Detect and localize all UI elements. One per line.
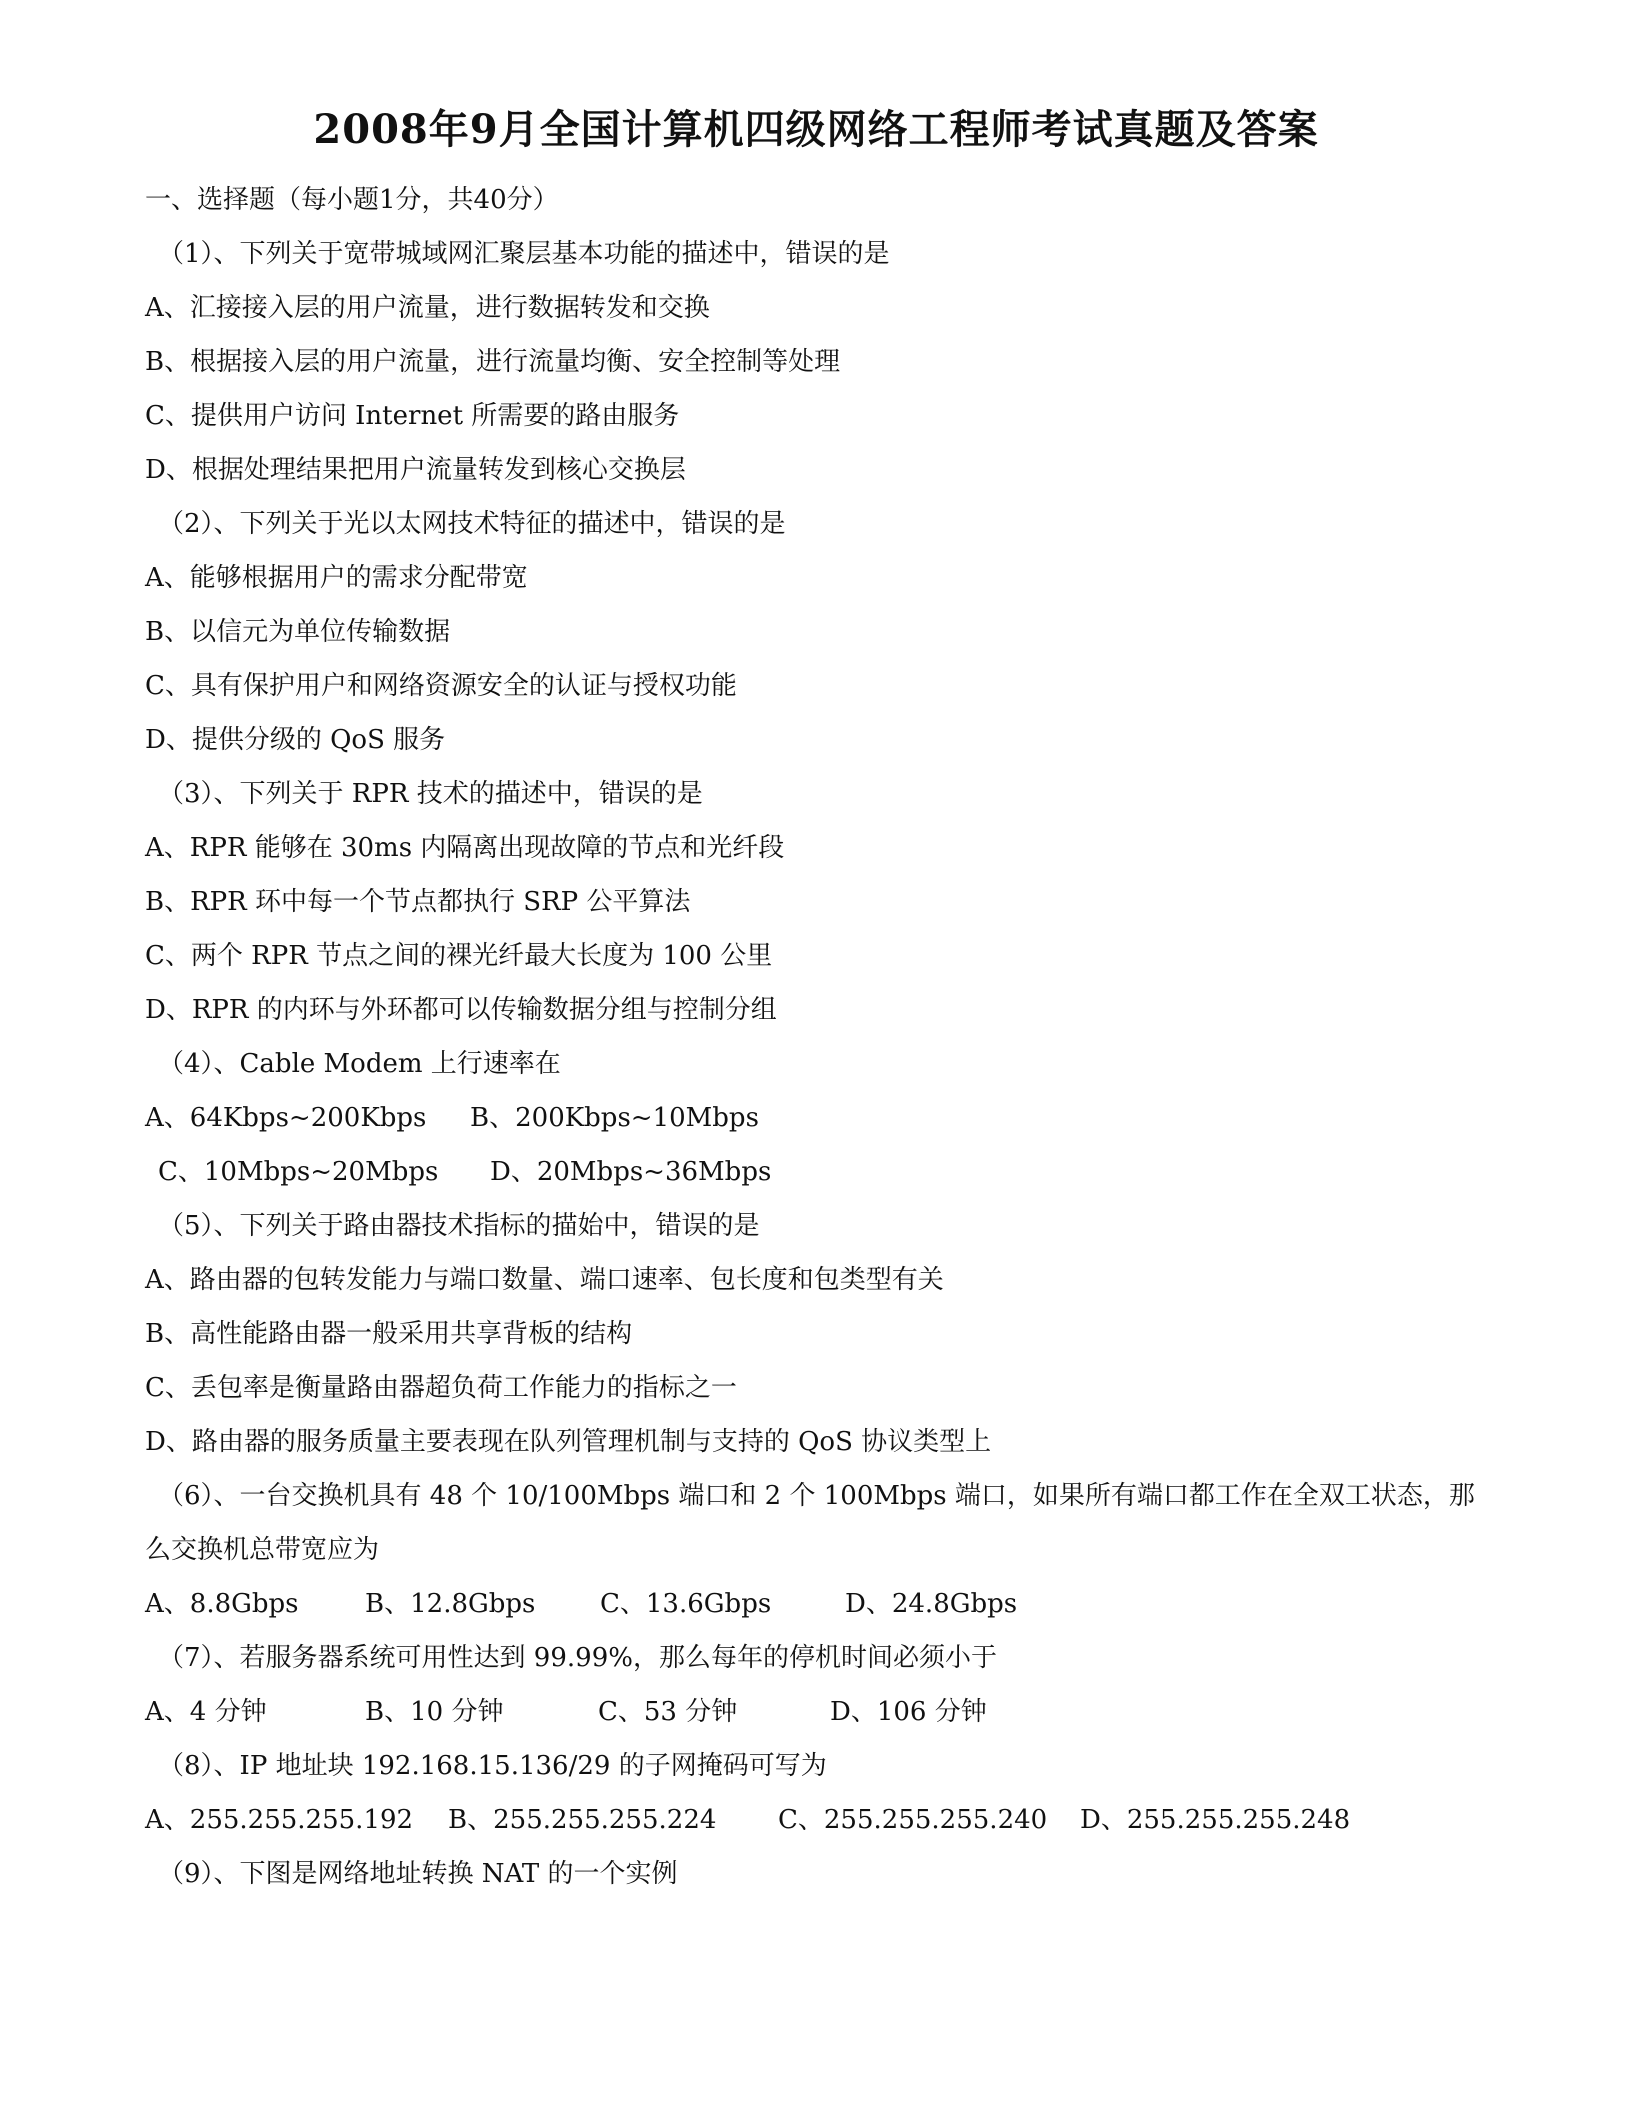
question-2-stem: （2）、下列关于光以太网技术特征的描述中，错误的是: [158, 509, 786, 539]
question-1-option-d: D、根据处理结果把用户流量转发到核心交换层: [145, 455, 686, 485]
question-8-option-a: A、255.255.255.192: [145, 1805, 414, 1835]
question-4-stem: （4）、Cable Modem 上行速率在: [158, 1049, 561, 1079]
question-1-stem: （1）、下列关于宽带城域网汇聚层基本功能的描述中，错误的是: [158, 239, 890, 269]
question-5-option-b: B、高性能路由器一般采用共享背板的结构: [145, 1319, 633, 1349]
question-9-stem: （9）、下图是网络地址转换 NAT 的一个实例: [158, 1859, 678, 1889]
question-8-option-d: D、255.255.255.248: [1080, 1805, 1351, 1835]
question-4-option-d: D、20Mbps~36Mbps: [490, 1157, 772, 1187]
question-2-option-c: C、具有保护用户和网络资源安全的认证与授权功能: [145, 671, 737, 701]
question-6-option-d: D、24.8Gbps: [845, 1589, 1018, 1619]
question-2-option-a: A、能够根据用户的需求分配带宽: [145, 563, 528, 593]
question-6-option-a: A、8.8Gbps: [145, 1589, 299, 1619]
question-3-option-b: B、RPR 环中每一个节点都执行 SRP 公平算法: [145, 887, 691, 917]
question-4-option-a: A、64Kbps~200Kbps: [145, 1103, 427, 1133]
section-heading: 一、选择题（每小题1分，共40分）: [145, 185, 559, 215]
question-5-option-d: D、路由器的服务质量主要表现在队列管理机制与支持的 QoS 协议类型上: [145, 1427, 992, 1457]
document-title: 2008年9月全国计算机四级网络工程师考试真题及答案: [313, 106, 1319, 153]
question-1-option-c: C、提供用户访问 Internet 所需要的路由服务: [145, 401, 680, 431]
question-3-option-c: C、两个 RPR 节点之间的裸光纤最大长度为 100 公里: [145, 941, 773, 971]
question-3-stem: （3）、下列关于 RPR 技术的描述中，错误的是: [158, 779, 703, 809]
question-4-option-c: C、10Mbps~20Mbps: [158, 1157, 439, 1187]
question-6-stem-line1: （6）、一台交换机具有 48 个 10/100Mbps 端口和 2 个 100Mbps 端口，如果所有端口都工作在全双工状态，那: [158, 1481, 1475, 1511]
question-7-option-d: D、106 分钟: [830, 1697, 987, 1727]
question-5-option-a: A、路由器的包转发能力与端口数量、端口速率、包长度和包类型有关: [145, 1265, 944, 1295]
question-5-stem: （5）、下列关于路由器技术指标的描始中，错误的是: [158, 1211, 760, 1241]
question-7-option-b: B、10 分钟: [365, 1697, 504, 1727]
question-7-stem: （7）、若服务器系统可用性达到 99.99%，那么每年的停机时间必须小于: [158, 1643, 997, 1673]
question-2-option-b: B、以信元为单位传输数据: [145, 617, 451, 647]
question-8-option-c: C、255.255.255.240: [778, 1805, 1048, 1835]
question-5-option-c: C、丢包率是衡量路由器超负荷工作能力的指标之一: [145, 1373, 737, 1403]
question-4-option-b: B、200Kbps~10Mbps: [470, 1103, 759, 1133]
question-1-option-b: B、根据接入层的用户流量，进行流量均衡、安全控制等处理: [145, 347, 841, 377]
question-8-stem: （8）、IP 地址块 192.168.15.136/29 的子网掩码可写为: [158, 1751, 827, 1781]
question-6-option-b: B、12.8Gbps: [365, 1589, 536, 1619]
question-3-option-a: A、RPR 能够在 30ms 内隔离出现故障的节点和光纤段: [145, 833, 785, 863]
question-3-option-d: D、RPR 的内环与外环都可以传输数据分组与控制分组: [145, 995, 777, 1025]
question-8-option-b: B、255.255.255.224: [448, 1805, 717, 1835]
question-6-stem-line2: 么交换机总带宽应为: [145, 1535, 380, 1565]
question-2-option-d: D、提供分级的 QoS 服务: [145, 725, 446, 755]
question-6-option-c: C、13.6Gbps: [600, 1589, 772, 1619]
question-1-option-a: A、汇接接入层的用户流量，进行数据转发和交换: [145, 293, 710, 323]
question-7-option-a: A、4 分钟: [145, 1697, 267, 1727]
question-7-option-c: C、53 分钟: [598, 1697, 738, 1727]
